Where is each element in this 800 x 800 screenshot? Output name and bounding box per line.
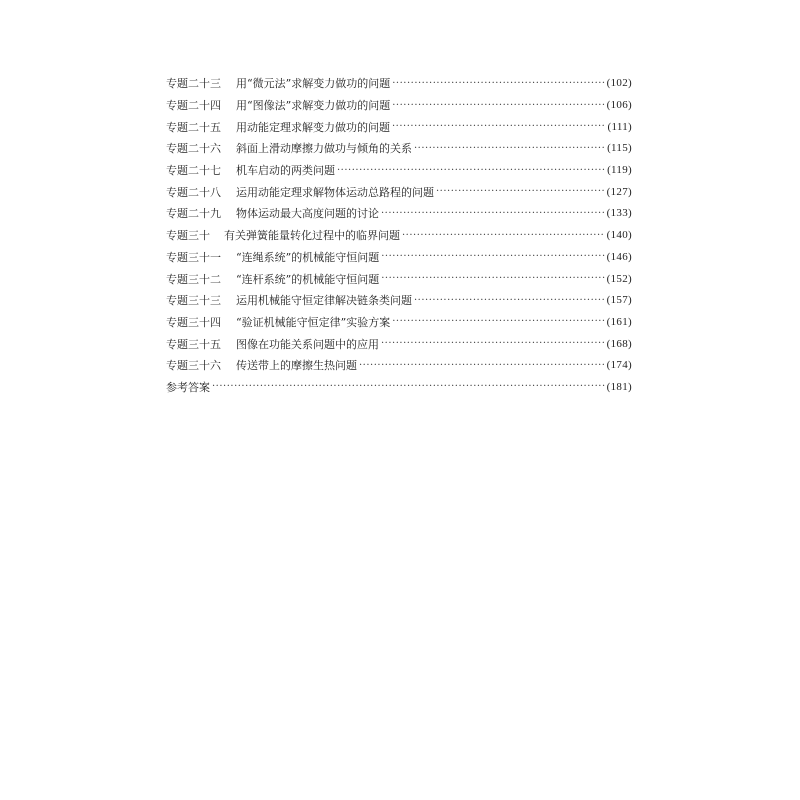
toc-entry-title: 运用动能定理求解物体运动总路程的问题	[236, 185, 434, 199]
toc-entry-page: (127)	[606, 185, 632, 198]
toc-entry-number: 专题三十一	[166, 250, 221, 264]
dot-leader	[392, 101, 604, 111]
dot-leader	[392, 79, 604, 89]
toc-entry-page: (181)	[606, 380, 632, 393]
toc-entry-number: 专题三十五	[166, 337, 221, 351]
toc-entry[interactable]	[166, 290, 632, 312]
dot-leader	[392, 122, 605, 132]
toc-entry[interactable]	[166, 247, 632, 269]
toc-entry-page: (152)	[606, 272, 632, 285]
toc-entry-number: 专题三十三	[166, 294, 221, 308]
toc-entry-title: “连绳系统”的机械能守恒问题	[236, 250, 380, 264]
toc-entry-page: (174)	[606, 359, 632, 372]
toc-entry-number: 专题二十七	[166, 164, 221, 178]
toc-entry[interactable]	[166, 268, 632, 290]
toc-entry-page: (106)	[606, 99, 632, 112]
toc-entry[interactable]	[166, 73, 632, 95]
dot-leader	[402, 231, 605, 241]
toc-entry-title: 物体运动最大高度问题的讨论	[236, 207, 379, 221]
toc-entry[interactable]	[166, 160, 632, 182]
toc-entry-page: (133)	[606, 207, 632, 220]
dot-leader	[212, 382, 605, 392]
toc-entry[interactable]	[166, 333, 632, 355]
toc-entry[interactable]	[166, 355, 632, 377]
dot-leader	[381, 209, 605, 219]
toc-entry-title: 有关弹簧能量转化过程中的临界问题	[224, 229, 400, 243]
dot-leader	[381, 252, 604, 262]
toc-entry-title: 机车启动的两类问题	[236, 164, 335, 178]
toc-entry-number: 专题三十四	[166, 315, 221, 329]
toc-entry-answers[interactable]	[166, 377, 632, 399]
toc-entry-page: (115)	[607, 142, 632, 155]
dot-leader	[436, 187, 605, 197]
toc-entry-number: 专题二十三	[166, 77, 221, 91]
toc-entry-title: 参考答案	[166, 380, 210, 394]
toc-entry-page: (161)	[606, 315, 632, 328]
toc-entry-number: 专题三十	[166, 229, 210, 243]
toc-entry-number: 专题三十六	[166, 359, 221, 373]
toc-entry-title: 用“图像法”求解变力做功的问题	[236, 99, 391, 113]
toc-entry-title: “验证机械能守恒定律”实验方案	[236, 315, 391, 329]
toc-entry-page: (119)	[607, 164, 632, 177]
toc-entry-number: 专题二十六	[166, 142, 221, 156]
toc-entry[interactable]	[166, 181, 632, 203]
toc-entry-number: 专题二十五	[166, 120, 221, 134]
dot-leader	[359, 361, 605, 371]
toc-entry-page: (111)	[607, 120, 632, 133]
toc-entry-title: 传送带上的摩擦生热问题	[236, 359, 357, 373]
toc-entry[interactable]	[166, 203, 632, 225]
table-of-contents	[166, 73, 632, 398]
dot-leader	[381, 274, 604, 284]
toc-entry-title: “连杆系统”的机械能守恒问题	[236, 272, 380, 286]
toc-entry-title: 用动能定理求解变力做功的问题	[236, 120, 390, 134]
toc-entry-title: 图像在功能关系问题中的应用	[236, 337, 379, 351]
dot-leader	[381, 339, 605, 349]
dot-leader	[414, 144, 605, 154]
toc-entry-number: 专题三十二	[166, 272, 221, 286]
dot-leader	[414, 296, 605, 306]
dot-leader	[392, 317, 604, 327]
toc-entry-title: 用“微元法”求解变力做功的问题	[236, 77, 391, 91]
toc-entry[interactable]	[166, 225, 632, 247]
dot-leader	[337, 166, 605, 176]
toc-entry[interactable]	[166, 95, 632, 117]
toc-entry-page: (146)	[606, 250, 632, 263]
toc-entry-page: (157)	[606, 294, 632, 307]
toc-entry-number: 专题二十四	[166, 99, 221, 113]
toc-entry-number: 专题二十八	[166, 185, 221, 199]
toc-entry-page: (140)	[606, 229, 632, 242]
toc-entry[interactable]	[166, 138, 632, 160]
toc-entry-title: 斜面上滑动摩擦力做功与倾角的关系	[236, 142, 412, 156]
toc-entry-page: (168)	[606, 337, 632, 350]
toc-entry-page: (102)	[606, 77, 632, 90]
toc-entry-number: 专题二十九	[166, 207, 221, 221]
toc-entry[interactable]	[166, 116, 632, 138]
toc-entry[interactable]	[166, 312, 632, 334]
toc-entry-title: 运用机械能守恒定律解决链条类问题	[236, 294, 412, 308]
